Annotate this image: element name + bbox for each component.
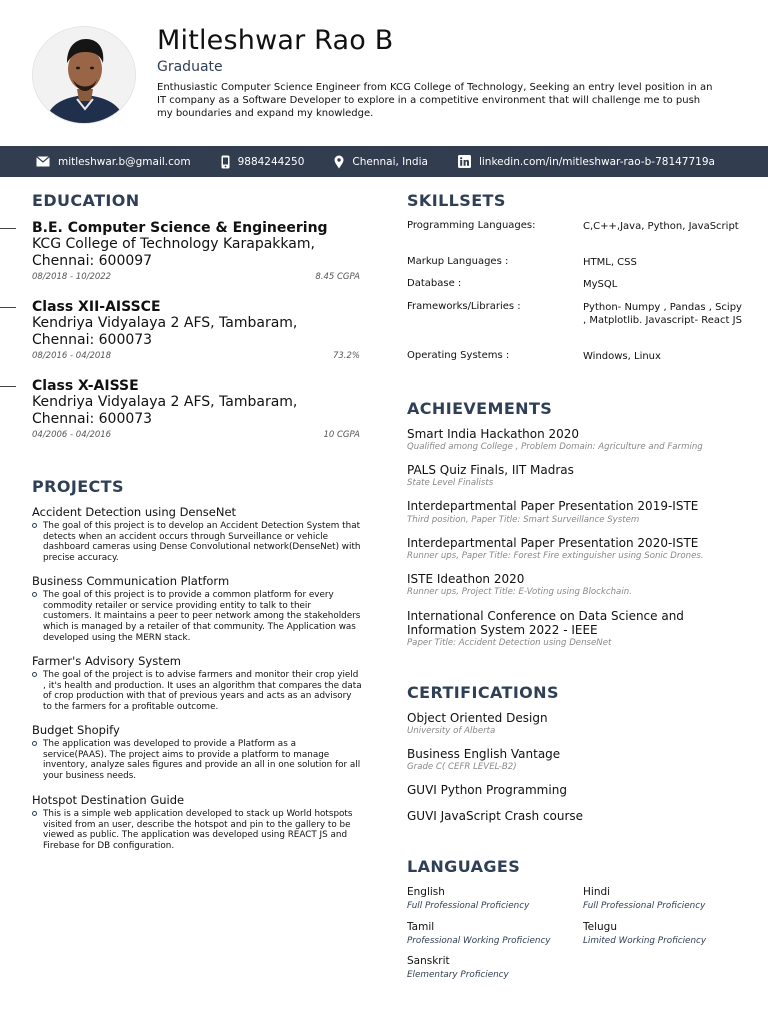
profile-summary: Enthusiastic Computer Science Engineer from KCG College of Technology, Seeking an entry level position in an IT company as a Software Developer to explore in a competitive environment that will challenge me to push my boundaries and expand my knowledge. (157, 82, 713, 120)
language-level: Full Professional Proficiency (583, 901, 706, 911)
education-score: 10 CGPA (323, 430, 360, 440)
project-description (32, 739, 362, 782)
education-meta (32, 351, 360, 361)
linkedin-icon (458, 155, 471, 168)
project-item (32, 654, 362, 713)
candidate-name: Mitleshwar Rao B (157, 25, 394, 56)
project-title: Budget Shopify (32, 723, 120, 737)
project-title: Hotspot Destination Guide (32, 793, 185, 807)
achievement-title: Interdepartmental Paper Presentation 2020-ISTE (407, 536, 699, 550)
project-description (32, 521, 362, 564)
avatar (32, 26, 136, 124)
language-level: Limited Working Proficiency (583, 936, 707, 946)
project-description (32, 809, 362, 852)
projects-heading: PROJECTS (32, 477, 124, 496)
contact-location (334, 155, 428, 169)
bullet-icon (32, 592, 37, 597)
achievement-title: Interdepartmental Paper Presentation 2019-ISTE (407, 499, 699, 513)
project-description-text: This is a simple web application developed to stack up World hotspots visited from an user, describe the hotspot and pin to the gallery to be viewed as public. The application was developed using REACT JS and Firebase for DB configuration. (43, 809, 353, 852)
project-title: Farmer's Advisory System (32, 654, 182, 668)
envelope-icon (36, 156, 50, 167)
project-description (32, 590, 362, 644)
skill-value: C,C++,Java, Python, JavaScript (583, 221, 739, 232)
project-title: Accident Detection using DenseNet (32, 505, 237, 519)
education-meta (32, 272, 360, 282)
education-entry (32, 299, 360, 361)
project-description (32, 670, 362, 713)
project-item (32, 793, 362, 852)
education-degree: B.E. Computer Science & Engineering (32, 220, 328, 236)
education-school: Kendriya Vidyalaya 2 AFS, Tambaram, Chennai: 600073 (32, 394, 298, 427)
skill-value: MySQL (583, 279, 618, 290)
education-dates: 08/2016 - 04/2018 (32, 351, 112, 361)
education-entry (32, 220, 360, 282)
bullet-icon (32, 741, 37, 746)
project-item (32, 574, 362, 644)
achievement-detail: Qualified among College , Problem Domain: Agriculture and Farming (407, 442, 703, 452)
skill-value: HTML, CSS (583, 257, 637, 268)
language-name: Tamil (407, 921, 435, 933)
timeline-marker (0, 307, 16, 308)
skillsets-heading: SKILLSETS (407, 191, 506, 210)
project-title: Business Communication Platform (32, 574, 230, 588)
education-score: 73.2% (332, 351, 360, 361)
language-name: Telugu (583, 921, 617, 933)
bullet-icon (32, 523, 37, 528)
bullet-icon (32, 811, 37, 816)
skill-label: Database : (407, 278, 462, 289)
certification-title: GUVI JavaScript Crash course (407, 809, 584, 823)
skill-label: Frameworks/Libraries : (407, 301, 521, 312)
education-entry (32, 378, 360, 440)
achievement-title: Smart India Hackathon 2020 (407, 427, 580, 441)
achievement-title: International Conference on Data Science and Information System 2022 - IEEE (407, 609, 684, 637)
project-description-text: The goal of this project is to develop an Accident Detection System that detects when an accident occurs through Surveillance or vehicle dashboard cameras using Dense Convolutional network(DenseNet) with precise accuracy. (43, 521, 361, 564)
skill-value: Python- Numpy , Pandas , Scipy , Matplotlib. Javascript- React JS (583, 302, 742, 326)
certification-title: Business English Vantage (407, 747, 561, 761)
skill-label: Programming Languages: (407, 220, 536, 231)
certifications-heading: CERTIFICATIONS (407, 683, 559, 702)
timeline-marker (0, 228, 16, 229)
achievement-title: ISTE Ideathon 2020 (407, 572, 525, 586)
project-description-text: The goal of this project is to provide a common platform for every commodity retailer or service providing entity to talk to their customers. It maintains a peer to peer network among the stakeholders which is managed by a retailer of that community. The Application was developed using the MERN stack. (43, 590, 361, 643)
phone-text: 9884244250 (237, 155, 305, 168)
language-level: Professional Working Proficiency (407, 936, 551, 946)
certification-title: GUVI Python Programming (407, 783, 567, 797)
email-text: mitleshwar.b@gmail.com (58, 155, 191, 168)
achievement-detail: Paper Title: Accident Detection using DenseNet (407, 638, 612, 648)
map-pin-icon (334, 155, 344, 169)
candidate-role: Graduate (157, 59, 223, 75)
education-school: KCG College of Technology Karapakkam, Chennai: 600097 (32, 236, 315, 269)
skill-value: Windows, Linux (583, 351, 661, 362)
achievement-detail: State Level Finalists (407, 478, 494, 488)
project-item (32, 505, 362, 564)
achievement-detail: Third position, Paper Title: Smart Surveillance System (407, 515, 640, 525)
mobile-phone-icon (221, 155, 230, 169)
certification-title: Object Oriented Design (407, 711, 548, 725)
certification-issuer: University of Alberta (407, 726, 496, 736)
location-text: Chennai, India (352, 155, 428, 168)
language-name: English (407, 886, 445, 898)
education-school: Kendriya Vidyalaya 2 AFS, Tambaram, Chennai: 600073 (32, 315, 298, 348)
language-name: Hindi (583, 886, 611, 898)
contact-linkedin[interactable] (458, 155, 715, 168)
languages-heading: LANGUAGES (407, 857, 521, 876)
achievements-heading: ACHIEVEMENTS (407, 399, 553, 418)
linkedin-text: linkedin.com/in/mitleshwar-rao-b-78147719a (478, 155, 715, 168)
project-description-text: The application was developed to provide a Platform as a service(PAAS). The project aims to provide a platform to manage inventory, analyze sales figures and provide an all in one solution for all your business needs. (43, 739, 361, 782)
education-meta (32, 430, 360, 440)
language-level: Full Professional Proficiency (407, 901, 530, 911)
achievement-detail: Runner ups, Project Title: E-Voting using Blockchain. (407, 587, 632, 597)
language-name: Sanskrit (407, 955, 450, 967)
contact-bar (0, 146, 768, 177)
language-level: Elementary Proficiency (407, 970, 509, 980)
project-item (32, 723, 362, 782)
project-description-text: The goal of the project is to advise farmers and monitor their crop yield , it's health and production. It uses an algorithm that compares the data of crop production with that of previous years and acts as an advisory to the farmers for a profitable outcome. (43, 670, 362, 713)
certification-issuer: Grade C( CEFR LEVEL-B2) (407, 762, 517, 772)
education-degree: Class XII-AISSCE (32, 299, 161, 315)
education-score: 8.45 CGPA (315, 272, 360, 282)
achievement-title: PALS Quiz Finals, IIT Madras (407, 463, 574, 477)
achievement-detail: Runner ups, Paper Title: Forest Fire extinguisher using Sonic Drones. (407, 551, 704, 561)
skill-label: Operating Systems : (407, 350, 510, 361)
education-heading: EDUCATION (32, 191, 140, 210)
education-dates: 08/2018 - 10/2022 (32, 272, 112, 282)
skill-label: Markup Languages : (407, 256, 509, 267)
profile-photo (33, 27, 136, 124)
education-degree: Class X-AISSE (32, 378, 139, 394)
timeline-marker (0, 386, 16, 387)
contact-email[interactable] (36, 156, 191, 168)
contact-phone[interactable] (221, 155, 305, 169)
education-dates: 04/2006 - 04/2016 (32, 430, 112, 440)
bullet-icon (32, 672, 37, 677)
